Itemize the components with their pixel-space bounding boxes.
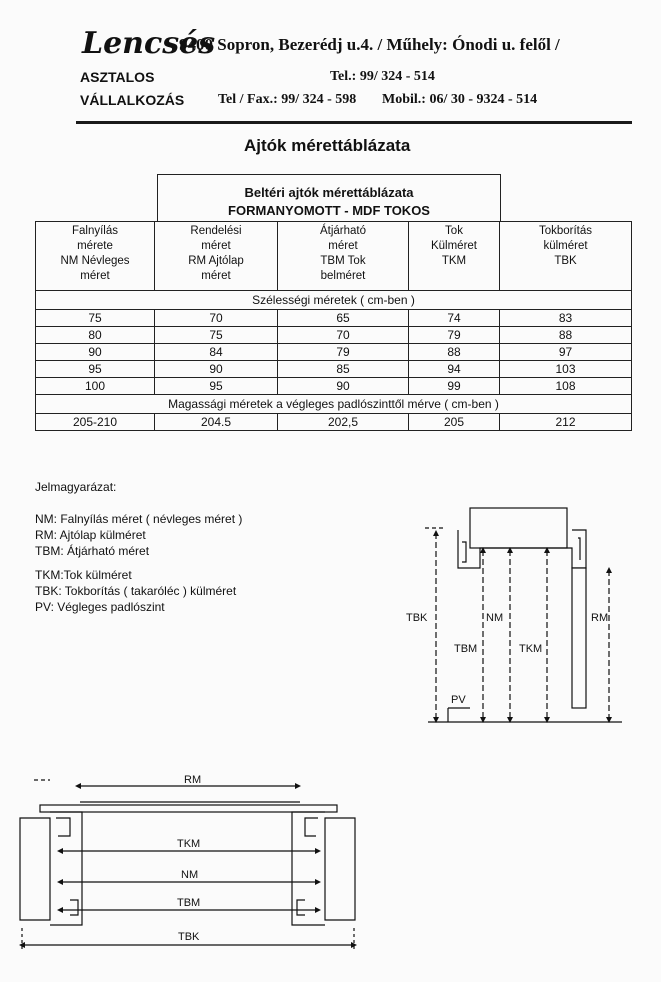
legend-item: PV: Végleges padlószint (35, 600, 165, 614)
table-cell: 204.5 (155, 414, 278, 431)
table-cell: 85 (278, 361, 409, 378)
label-tkm: TKM (519, 643, 543, 655)
company-address: 9400 Sopron, Bezerédj u.4. / Műhely: Ónodi u. felől / (179, 35, 560, 54)
table-cell: 100 (36, 378, 155, 395)
table-cell: 65 (278, 310, 409, 327)
table-cell: 90 (278, 378, 409, 395)
legend-item: RM: Ajtólap külméret (35, 528, 146, 542)
table-cell: 80 (36, 327, 155, 344)
label-pv: PV (451, 694, 466, 706)
table-cell: 205-210 (36, 414, 155, 431)
width-section-label: Szélességi méretek ( cm-ben ) (36, 291, 632, 310)
label-rm: RM (591, 612, 609, 624)
legend-item: TKM:Tok külméret (35, 568, 132, 582)
table-cell: 97 (500, 344, 632, 361)
legend-item: NM: Falnyílás méret ( névleges méret ) (35, 512, 243, 526)
table-cell: 202,5 (278, 414, 409, 431)
table-cell: 94 (409, 361, 500, 378)
header-mobile: Mobil.: 06/ 30 - 9324 - 514 (382, 92, 538, 107)
table-cell: 88 (500, 327, 632, 344)
header-company-type: VÁLLALKOZÁS (80, 92, 185, 108)
plan-label-nm: NM (181, 869, 199, 881)
plan-label-tbm: TBM (177, 897, 201, 909)
header-phone: Tel.: 99/ 324 - 514 (330, 69, 435, 84)
table-cell: 79 (409, 327, 500, 344)
header-fax: Tel / Fax.: 99/ 324 - 598 (218, 92, 357, 107)
header-cell-nm: Falnyílás mérete NM Névleges méret (36, 222, 155, 291)
plan-label-tbk: TBK (178, 931, 200, 943)
legend-title: Jelmagyarázat: (35, 480, 117, 494)
company-logo: Lencsés (82, 26, 216, 61)
plan-view-diagram (20, 780, 355, 950)
plan-label-tkm: TKM (177, 838, 201, 850)
table-cell: 108 (500, 378, 632, 395)
table-cell: 70 (155, 310, 278, 327)
legend-item: TBM: Átjárható méret (35, 544, 150, 558)
table-cell: 70 (278, 327, 409, 344)
table-cell: 83 (500, 310, 632, 327)
table-cell: 212 (500, 414, 632, 431)
table-title: Beltéri ajtók mérettáblázata (244, 185, 414, 200)
label-tbm: TBM (454, 643, 478, 655)
label-tbk: TBK (406, 612, 428, 624)
plan-label-rm: RM (184, 774, 202, 786)
table-cell: 205 (409, 414, 500, 431)
header-cell-tbm: Átjárható méret TBM Tok belméret (278, 222, 409, 291)
table-cell: 84 (155, 344, 278, 361)
header-trade: ASZTALOS (80, 69, 155, 85)
label-nm: NM (486, 612, 504, 624)
table-cell: 99 (409, 378, 500, 395)
table-cell: 75 (36, 310, 155, 327)
table-subtitle: FORMANYOMOTT - MDF TOKOS (228, 203, 430, 218)
table-cell: 95 (155, 378, 278, 395)
table-cell: 74 (409, 310, 500, 327)
table-cell: 90 (155, 361, 278, 378)
page-title: Ajtók mérettáblázata (244, 136, 411, 155)
legend-item: TBK: Tokborítás ( takaróléc ) külméret (35, 584, 237, 598)
table-cell: 95 (36, 361, 155, 378)
table-cell: 79 (278, 344, 409, 361)
header-cell-rm: Rendelési méret RM Ajtólap méret (155, 222, 278, 291)
table-cell: 88 (409, 344, 500, 361)
table-cell: 90 (36, 344, 155, 361)
header-cell-tkm: Tok Külméret TKM (409, 222, 500, 291)
height-section-label: Magassági méretek a végleges padlószinttől mérve ( cm-ben ) (36, 395, 632, 414)
table-cell: 75 (155, 327, 278, 344)
table-cell: 103 (500, 361, 632, 378)
header-cell-tbk: Tokborítás külméret TBK (500, 222, 632, 291)
